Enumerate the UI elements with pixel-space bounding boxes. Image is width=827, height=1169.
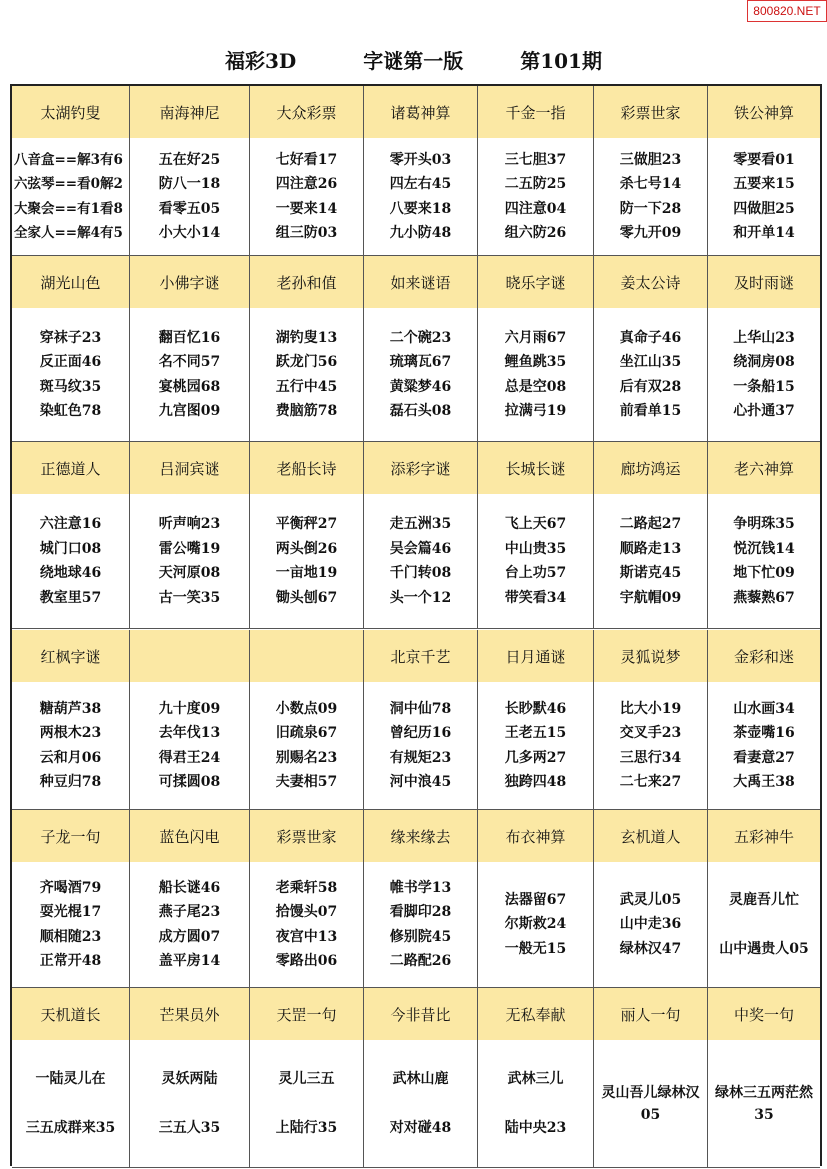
riddle-line: 别赐名23 — [275, 749, 338, 766]
riddle-row — [12, 138, 820, 256]
riddle-line: 费脑筋78 — [275, 403, 338, 419]
header-row — [12, 86, 820, 139]
riddle-line: 绿林三五两茫然35 — [715, 1084, 813, 1123]
riddle-line: 名不同57 — [158, 354, 221, 370]
column-header: 今非昔比 — [364, 988, 478, 1040]
riddle-line: 云和月06 — [39, 749, 102, 766]
riddle-line: 飞上天67 — [504, 516, 567, 532]
riddle-line: 拉满弓19 — [504, 403, 567, 419]
riddle-line: 坐江山35 — [619, 354, 682, 370]
riddle-line: 锄头刨67 — [275, 589, 338, 606]
riddle-cell — [708, 308, 820, 441]
riddle-line: 跃龙门56 — [275, 354, 338, 370]
riddle-line: 可揉圆08 — [158, 774, 221, 790]
riddle-line: 五要来15 — [733, 176, 795, 192]
riddle-line: 四做胆25 — [733, 200, 795, 217]
riddle-line: 六弦琴==看0解2 — [14, 176, 123, 192]
riddle-cell — [12, 494, 130, 628]
column-header: 诸葛神算 — [364, 86, 478, 138]
column-header: 彩票世家 — [250, 810, 364, 862]
riddle-line: 教室里57 — [39, 589, 102, 606]
riddle-line: 九宫图09 — [158, 403, 221, 419]
column-header: 老孙和值 — [250, 256, 364, 308]
riddle-cell — [478, 862, 594, 987]
riddle-line: 二路配26 — [389, 953, 452, 969]
riddle-line: 法器留67 — [504, 891, 567, 908]
riddle-cell — [364, 138, 478, 255]
riddle-cell — [250, 1040, 364, 1167]
riddle-cell — [594, 308, 708, 441]
riddle-line: 组三防03 — [275, 225, 338, 241]
riddle-line: 河中浪45 — [389, 774, 452, 790]
riddle-line: 反正面46 — [39, 354, 102, 370]
riddle-line: 看脚印28 — [389, 904, 452, 920]
riddle-line: 总是空08 — [504, 378, 567, 395]
riddle-cell — [594, 862, 708, 987]
riddle-line: 一亩地19 — [275, 565, 338, 581]
riddle-line: 成方圆07 — [158, 928, 221, 945]
column-header: 湖光山色 — [12, 256, 130, 308]
riddle-line: 灵妖两陆 — [161, 1070, 218, 1087]
riddle-line: 平衡秤27 — [275, 516, 338, 532]
riddle-line: 尔斯救24 — [504, 916, 567, 933]
column-header: 缘来缘去 — [364, 810, 478, 862]
riddle-line: 比大小19 — [619, 700, 682, 717]
column-header: 老船长诗 — [250, 442, 364, 494]
riddle-line: 四注意04 — [504, 200, 567, 217]
riddle-line: 看零五05 — [158, 200, 221, 217]
riddle-line: 古一笑35 — [158, 589, 221, 606]
column-header: 北京千艺 — [364, 630, 478, 682]
riddle-line: 山中遇贵人05 — [719, 940, 809, 957]
riddle-cell — [364, 862, 478, 987]
riddle-row — [12, 308, 820, 442]
riddle-line: 吴会篇46 — [389, 540, 452, 557]
riddle-line: 真命子46 — [619, 329, 682, 346]
riddle-line: 茶壶嘴16 — [733, 725, 795, 741]
riddle-line: 顺路走13 — [619, 540, 682, 557]
riddle-line: 种豆归78 — [39, 774, 102, 790]
column-header: 如来谜语 — [364, 256, 478, 308]
riddle-cell — [250, 862, 364, 987]
riddle-line: 组六防26 — [504, 225, 567, 241]
riddle-line: 琉璃瓦67 — [389, 354, 452, 370]
riddle-cell — [478, 494, 594, 628]
column-header: 红枫字谜 — [12, 630, 130, 682]
riddle-line: 武林三儿 — [507, 1070, 564, 1087]
riddle-line: 顺相随23 — [39, 928, 102, 945]
riddle-line: 长眇默46 — [504, 700, 567, 717]
riddle-line: 三五成群来35 — [25, 1120, 116, 1136]
riddle-cell — [478, 1040, 594, 1167]
column-header — [130, 630, 250, 682]
riddle-line: 悦沉钱14 — [733, 540, 795, 557]
riddle-line: 六月雨67 — [504, 329, 567, 346]
riddle-cell — [12, 862, 130, 987]
riddle-cell — [250, 138, 364, 255]
riddle-line: 前看单15 — [619, 403, 682, 419]
riddle-line: 斑马纹35 — [39, 378, 102, 395]
riddle-row — [12, 862, 820, 988]
column-header: 添彩字谜 — [364, 442, 478, 494]
riddle-line: 宇航帽09 — [619, 589, 682, 606]
riddle-cell — [708, 138, 820, 255]
header-row — [12, 630, 820, 683]
riddle-line: 一要来14 — [275, 200, 338, 217]
riddle-line: 两根木23 — [39, 725, 102, 741]
riddle-cell — [130, 494, 250, 628]
riddle-line: 去年伐13 — [158, 725, 221, 741]
riddle-line: 灵鹿吾儿忙 — [729, 892, 799, 908]
riddle-line: 八音盒==解3有6 — [14, 151, 123, 168]
riddle-line: 洞中仙78 — [389, 700, 452, 717]
site-watermark: 800820.NET — [747, 0, 827, 22]
column-header: 铁公神算 — [733, 103, 794, 122]
column-header: 千金一指 — [478, 86, 594, 138]
riddle-line: 和开单14 — [733, 225, 795, 241]
column-header: 廊坊鸿运 — [594, 442, 708, 494]
column-header: 长城长谜 — [478, 442, 594, 494]
riddle-line: 燕藜熟67 — [733, 589, 795, 606]
riddle-cell — [364, 308, 478, 441]
riddle-line: 九小防48 — [389, 225, 452, 241]
riddle-line: 鲤鱼跳35 — [504, 354, 567, 370]
header-row — [12, 988, 820, 1041]
riddle-line: 看妻意27 — [733, 749, 795, 766]
riddle-line: 二个碗23 — [389, 329, 452, 346]
column-header: 晓乐字谜 — [478, 256, 594, 308]
riddle-line: 对对碰48 — [389, 1120, 452, 1136]
riddle-cell — [130, 138, 250, 255]
riddle-line: 五在好25 — [158, 151, 221, 168]
header-row — [12, 256, 820, 309]
column-header: 小佛字谜 — [130, 256, 250, 308]
column-header: 金彩和迷 — [733, 647, 794, 666]
riddle-cell — [12, 308, 130, 441]
riddle-cell — [594, 1040, 708, 1167]
riddle-line: 六注意16 — [39, 516, 102, 532]
riddle-line: 千门转08 — [389, 565, 452, 581]
riddle-line: 交叉手23 — [619, 725, 682, 741]
column-header: 大众彩票 — [250, 86, 364, 138]
riddle-line: 三七胆37 — [504, 151, 567, 168]
riddle-line: 山水画34 — [733, 700, 795, 717]
riddle-line: 小大小14 — [158, 225, 221, 241]
riddle-cell — [364, 682, 478, 809]
riddle-line: 七好看17 — [275, 151, 338, 168]
riddle-cell — [12, 1040, 130, 1167]
column-header: 太湖钓叟 — [12, 86, 130, 138]
riddle-line: 大禹王38 — [733, 774, 795, 790]
riddle-cell — [708, 862, 820, 987]
riddle-line: 雷公嘴19 — [158, 540, 221, 557]
riddle-line: 城门口08 — [39, 540, 102, 557]
riddle-line: 三做胆23 — [619, 151, 682, 168]
column-header: 彩票世家 — [594, 86, 708, 138]
riddle-line: 三思行34 — [619, 749, 682, 766]
column-header: 及时雨谜 — [733, 273, 794, 292]
riddle-line: 湖钓叟13 — [275, 329, 338, 346]
riddle-cell — [708, 682, 820, 809]
riddle-line: 有规矩23 — [389, 749, 452, 766]
riddle-line: 盖平房14 — [158, 953, 221, 969]
column-header: 芒果员外 — [130, 988, 250, 1040]
riddle-line: 一般无15 — [504, 940, 567, 957]
riddle-line: 上陆行35 — [275, 1120, 338, 1136]
riddle-line: 几多两27 — [504, 749, 567, 766]
riddle-cell — [708, 1040, 820, 1167]
riddle-line: 老乘轩58 — [275, 879, 338, 896]
issue-number: 第101期 — [520, 49, 602, 73]
riddle-cell — [364, 1040, 478, 1167]
riddle-cell — [130, 682, 250, 809]
riddle-line: 防八一18 — [158, 176, 221, 192]
riddle-line: 天河原08 — [158, 565, 221, 581]
riddle-line: 全家人==解4有5 — [14, 225, 123, 241]
riddle-line: 头一个12 — [389, 589, 452, 606]
riddle-line: 曾纪历16 — [389, 725, 452, 741]
riddle-cell — [130, 308, 250, 441]
column-header: 玄机道人 — [594, 810, 708, 862]
riddle-line: 二七来27 — [619, 774, 682, 790]
lottery-name: 福彩3D — [225, 49, 297, 73]
column-header: 子龙一句 — [12, 810, 130, 862]
riddle-line: 山中走36 — [619, 916, 682, 933]
riddle-line: 零九开09 — [619, 225, 682, 241]
riddle-row — [12, 682, 820, 810]
riddle-line: 杀七号14 — [619, 176, 682, 192]
riddle-cell — [12, 138, 130, 255]
header-row — [12, 442, 820, 495]
riddle-row — [12, 494, 820, 629]
riddle-line: 糖葫芦38 — [39, 700, 102, 717]
riddle-line: 绿林汉47 — [619, 940, 682, 957]
riddle-line: 王老五15 — [504, 725, 567, 741]
column-header: 灵狐说梦 — [594, 630, 708, 682]
riddle-line: 九十度09 — [158, 700, 221, 717]
riddle-cell — [12, 682, 130, 809]
riddle-line: 耍光棍17 — [39, 904, 102, 920]
riddle-line: 后有双28 — [619, 378, 682, 395]
riddle-table — [10, 84, 822, 1166]
column-header: 天机道长 — [12, 988, 130, 1040]
riddle-cell — [594, 138, 708, 255]
riddle-line: 宴桃园68 — [158, 378, 221, 395]
riddle-line: 船长谜46 — [158, 879, 221, 896]
riddle-line: 争明珠35 — [733, 516, 795, 532]
riddle-line: 地下忙09 — [733, 565, 795, 581]
column-header: 无私奉献 — [478, 988, 594, 1040]
riddle-line: 走五洲35 — [389, 516, 452, 532]
column-header: 丽人一句 — [594, 988, 708, 1040]
riddle-line: 一陆灵儿在 — [35, 1070, 106, 1087]
riddle-line: 四注意26 — [275, 176, 338, 192]
riddle-line: 正常开48 — [39, 953, 102, 969]
riddle-cell — [594, 682, 708, 809]
riddle-cell — [250, 494, 364, 628]
riddle-line: 绕洞房08 — [733, 354, 795, 370]
riddle-line: 上华山23 — [733, 329, 795, 346]
column-header: 吕洞宾谜 — [130, 442, 250, 494]
riddle-cell — [130, 1040, 250, 1167]
riddle-line: 穿袜子23 — [39, 329, 102, 346]
riddle-line: 防一下28 — [619, 200, 682, 217]
riddle-line: 一条船15 — [733, 378, 795, 395]
riddle-line: 零开头03 — [389, 151, 452, 168]
riddle-line: 翻百忆16 — [158, 329, 221, 346]
riddle-line: 黄粱梦46 — [389, 378, 452, 395]
riddle-line: 灵山吾儿绿林汉05 — [601, 1084, 700, 1123]
column-header: 布衣神算 — [478, 810, 594, 862]
riddle-line: 带笑看34 — [504, 589, 567, 606]
header-row — [12, 810, 820, 863]
riddle-line: 听声响23 — [158, 516, 221, 532]
riddle-line: 中山贵35 — [504, 540, 567, 557]
riddle-cell — [250, 308, 364, 441]
column-header: 天罡一句 — [250, 988, 364, 1040]
riddle-line: 斯诺克45 — [619, 565, 682, 581]
riddle-line: 修别院45 — [389, 928, 452, 945]
riddle-line: 染虹色78 — [39, 403, 102, 419]
column-header: 五彩神牛 — [733, 827, 794, 846]
riddle-line: 武林山鹿 — [392, 1070, 449, 1087]
riddle-line: 武灵儿05 — [619, 891, 682, 908]
riddle-line: 灵儿三五 — [278, 1070, 335, 1087]
riddle-line: 四左右45 — [389, 176, 452, 192]
page-title — [0, 44, 827, 78]
column-header: 日月通谜 — [478, 630, 594, 682]
riddle-line: 帷书学13 — [389, 879, 452, 896]
column-header: 姜太公诗 — [594, 256, 708, 308]
riddle-line: 三五人35 — [158, 1120, 221, 1136]
edition-name: 字谜第一版 — [363, 49, 464, 73]
column-header: 正德道人 — [12, 442, 130, 494]
riddle-cell — [594, 494, 708, 628]
riddle-line: 拾馒头07 — [275, 904, 338, 920]
riddle-line: 二五防25 — [504, 176, 567, 192]
column-header: 老六神算 — [733, 459, 794, 478]
riddle-cell — [478, 138, 594, 255]
riddle-cell — [130, 862, 250, 987]
riddle-line: 台上功57 — [504, 565, 567, 581]
column-header — [250, 630, 364, 682]
riddle-cell — [250, 682, 364, 809]
riddle-cell — [478, 682, 594, 809]
riddle-cell — [364, 494, 478, 628]
riddle-line: 独跨四48 — [504, 774, 567, 790]
riddle-cell — [708, 494, 820, 628]
column-header: 南海神尼 — [130, 86, 250, 138]
riddle-line: 绕地球46 — [39, 565, 102, 581]
riddle-line: 二路起27 — [619, 516, 682, 532]
riddle-line: 小数点09 — [275, 700, 338, 717]
riddle-line: 齐喝酒79 — [39, 879, 102, 896]
riddle-line: 两头倒26 — [275, 540, 338, 557]
riddle-line: 旧疏泉67 — [275, 725, 338, 741]
riddle-line: 得君王24 — [158, 749, 221, 766]
riddle-cell — [478, 308, 594, 441]
riddle-line: 夜宫中13 — [275, 928, 338, 945]
riddle-row — [12, 1040, 820, 1168]
riddle-line: 夫妻相57 — [275, 774, 338, 790]
riddle-line: 八要来18 — [389, 200, 452, 217]
riddle-line: 心扑通37 — [733, 403, 795, 419]
riddle-line: 燕子尾23 — [158, 904, 221, 920]
riddle-line: 零要看01 — [733, 151, 795, 168]
riddle-line: 磊石头08 — [389, 403, 452, 419]
riddle-line: 陆中央23 — [504, 1120, 567, 1136]
riddle-line: 零路出06 — [275, 953, 338, 969]
column-header: 中奖一句 — [733, 1005, 794, 1024]
riddle-line: 五行中45 — [275, 378, 338, 395]
riddle-line: 大聚会==有1看8 — [14, 200, 123, 217]
column-header: 蓝色闪电 — [130, 810, 250, 862]
